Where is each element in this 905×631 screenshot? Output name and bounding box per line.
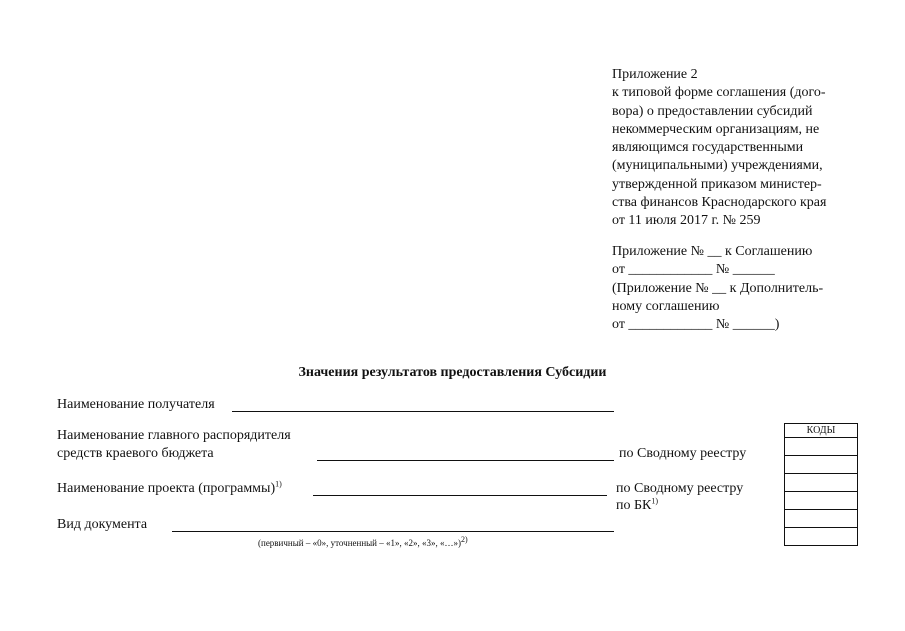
manager-label-line2: средств краевого бюджета xyxy=(57,446,214,461)
manager-field[interactable] xyxy=(317,460,614,461)
project-field[interactable] xyxy=(313,495,607,496)
agreement-ref-line: от ____________ № ______) xyxy=(612,317,780,333)
appendix-header-line: ства финансов Краснодарского края xyxy=(612,195,827,211)
appendix-header-line: Приложение 2 xyxy=(612,67,698,82)
codes-cell[interactable] xyxy=(785,438,858,456)
doc-type-field[interactable] xyxy=(172,531,614,532)
doc-type-note-text: (первичный – «0», уточненный – «1», «2», «3», «…») xyxy=(258,538,461,548)
project-label xyxy=(57,481,282,497)
appendix-header-line: вора) о предоставлении субсидий xyxy=(612,103,813,119)
document-title: Значения результатов предоставления Субсидии xyxy=(298,365,607,380)
codes-cell[interactable] xyxy=(785,528,858,546)
footnote-marker: 1) xyxy=(275,479,282,489)
project-label-text: Наименование проекта (программы) xyxy=(57,481,276,496)
codes-cell[interactable] xyxy=(785,510,858,528)
doc-type-label: Вид документа xyxy=(57,517,148,532)
agreement-ref-line: от ____________ № ______ xyxy=(612,262,775,278)
summary-registry-label-2: по Сводному реестру xyxy=(616,481,744,496)
summary-registry-label: по Сводному реестру xyxy=(619,446,747,461)
appendix-header-line: (муниципальными) учреждениями, xyxy=(612,158,823,174)
footnote-marker: 1) xyxy=(651,496,659,506)
doc-type-note xyxy=(258,535,468,548)
agreement-ref-line: (Приложение № __ к Дополнитель- xyxy=(612,280,824,296)
footnote-marker: 2) xyxy=(461,535,468,544)
appendix-header-line: от 11 июля 2017 г. № 259 xyxy=(612,213,761,229)
appendix-header xyxy=(612,66,826,231)
codes-header: КОДЫ xyxy=(785,424,858,438)
agreement-ref-line: Приложение № __ к Соглашению xyxy=(612,244,813,259)
codes-table xyxy=(784,423,858,546)
recipient-label: Наименование получателя xyxy=(57,397,215,412)
codes-cell[interactable] xyxy=(785,474,858,492)
appendix-header-line: утвержденной приказом министер- xyxy=(612,176,822,192)
manager-label-line1: Наименование главного распорядителя xyxy=(57,428,291,443)
recipient-field[interactable] xyxy=(232,411,614,412)
codes-cell[interactable] xyxy=(785,492,858,510)
appendix-header-line: являющимся государственными xyxy=(612,140,804,156)
bk-label-text: по БК xyxy=(616,498,652,513)
codes-cell[interactable] xyxy=(785,456,858,474)
appendix-header-line: некоммерческим организациям, не xyxy=(612,121,820,137)
agreement-ref-line: ному соглашению xyxy=(612,298,720,314)
appendix-header-line: к типовой форме соглашения (дого- xyxy=(612,85,826,101)
agreement-reference xyxy=(612,243,823,334)
bk-label xyxy=(616,498,658,514)
